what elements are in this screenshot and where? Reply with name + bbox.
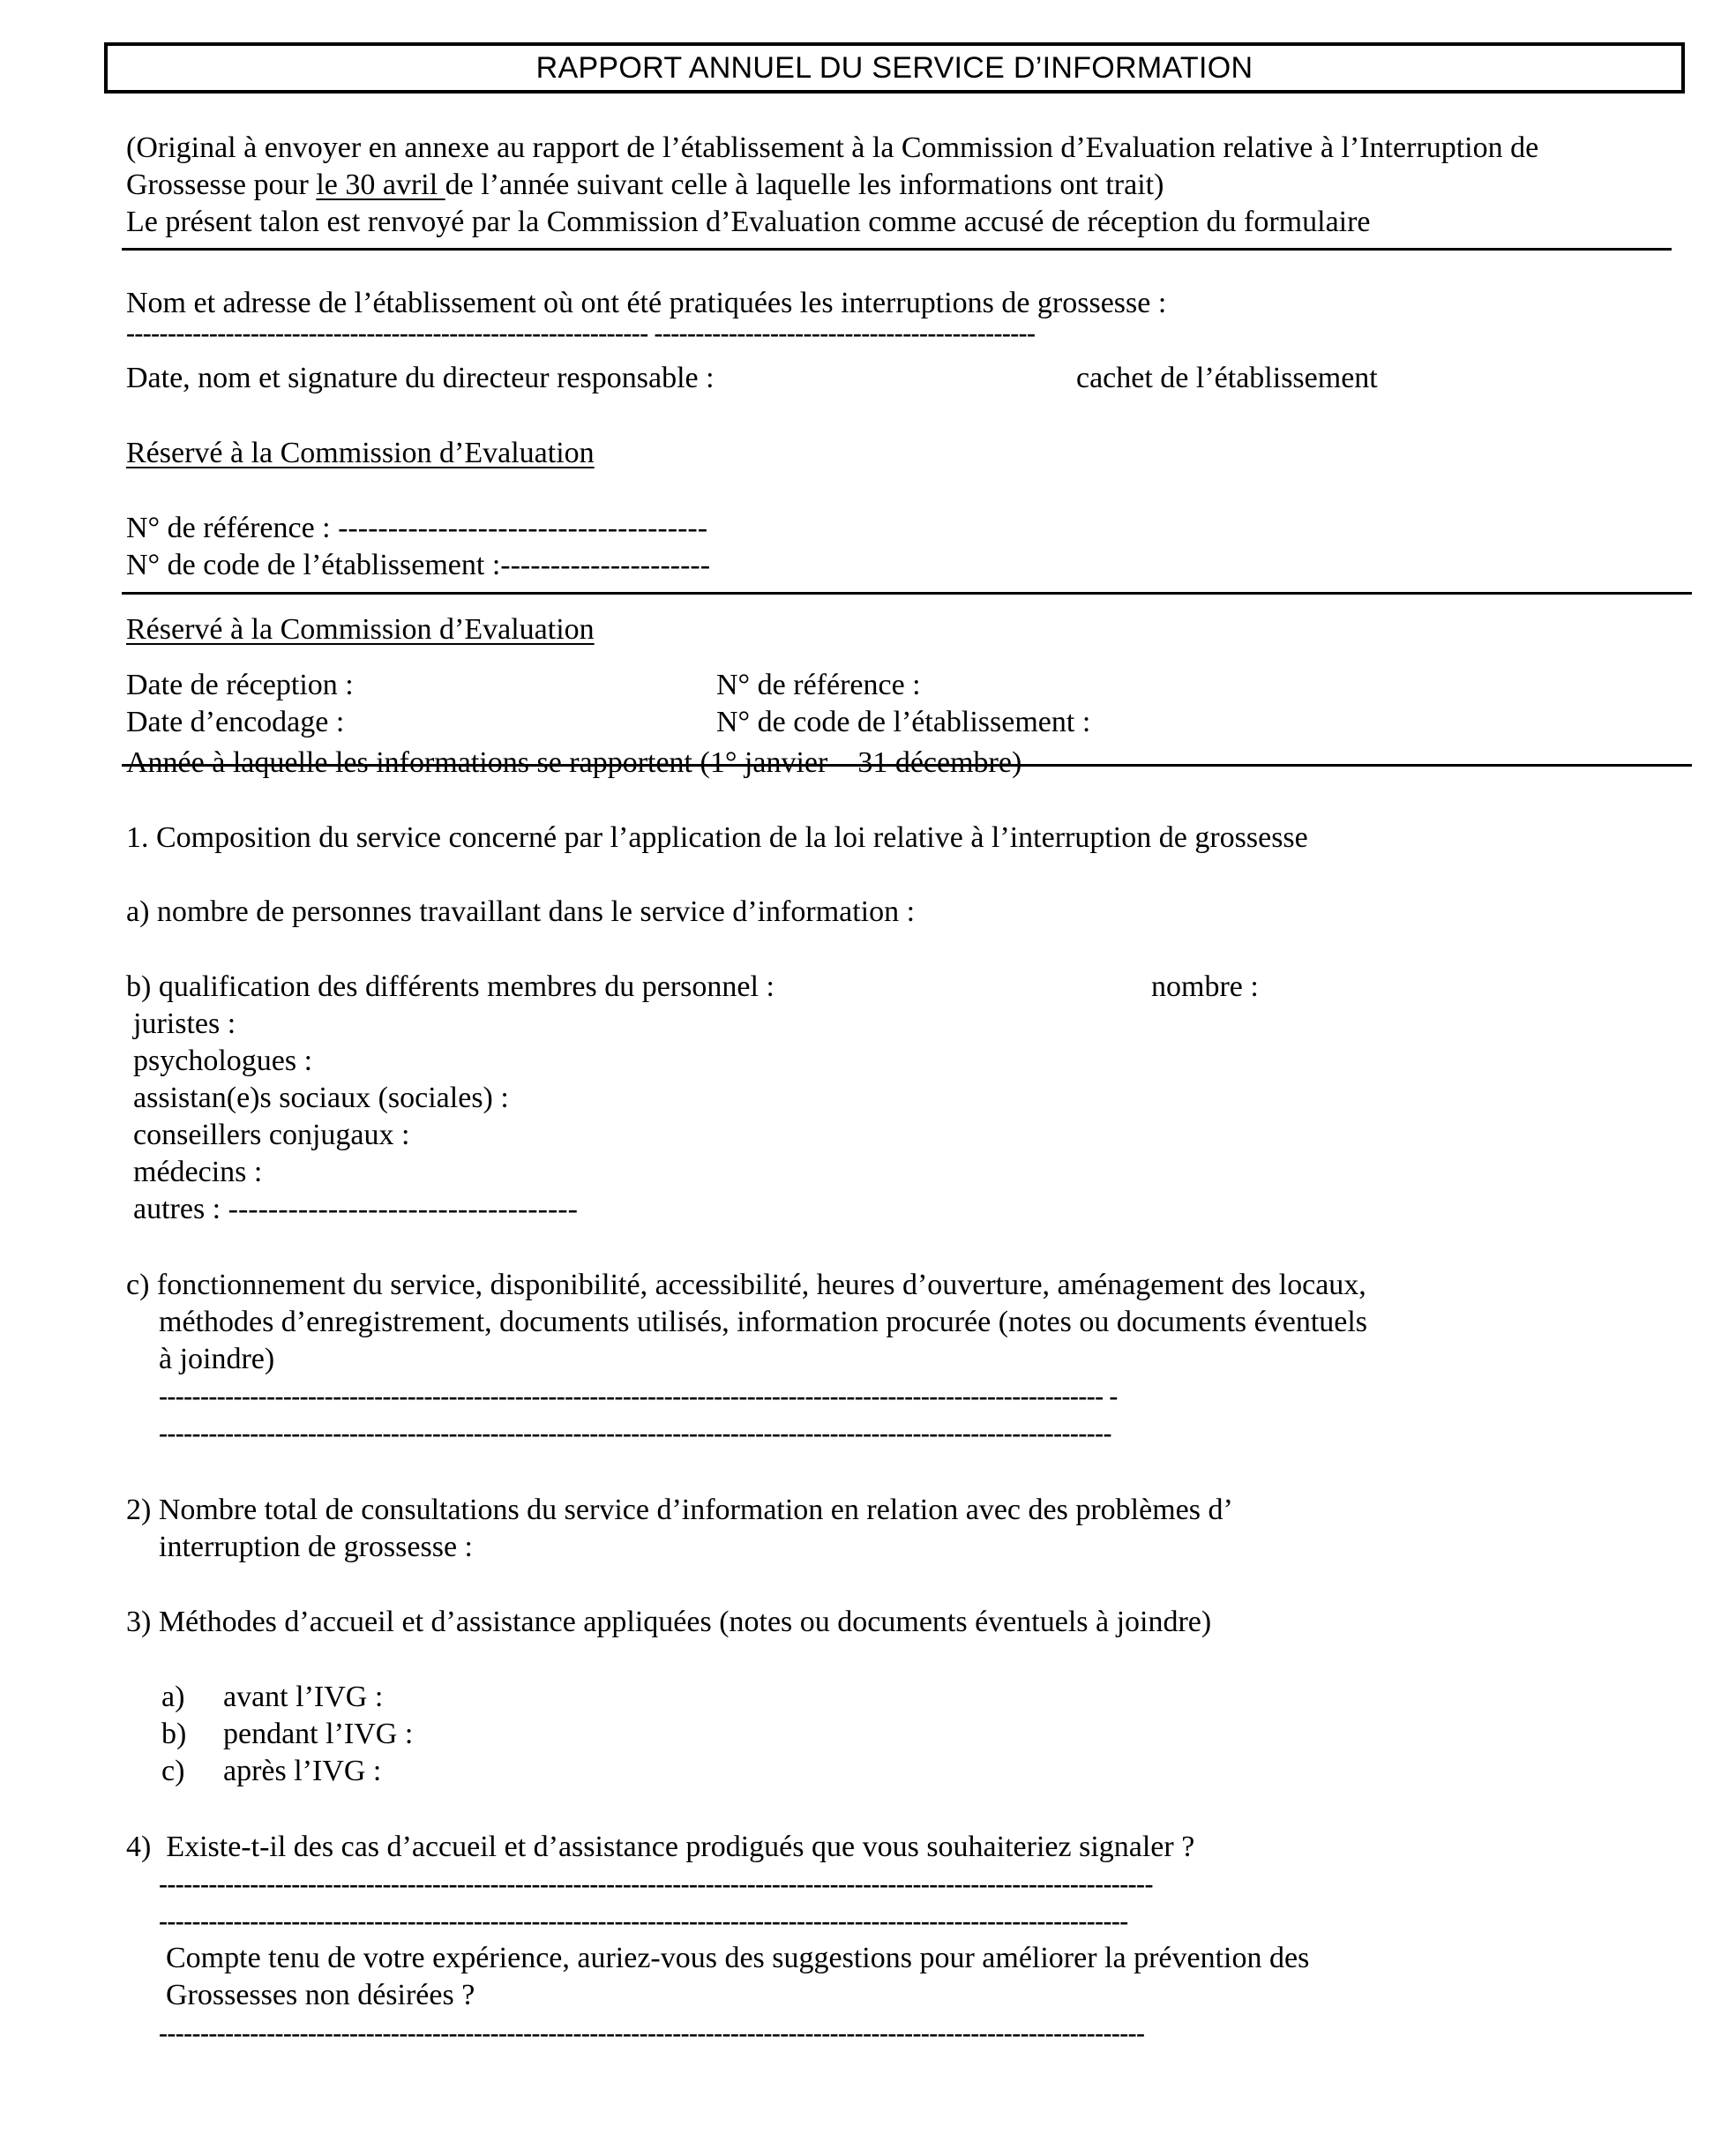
director-signature-label: Date, nom et signature du directeur responsable : bbox=[126, 362, 715, 394]
suggestion-question-line-2: Grossesses non désirées ? bbox=[166, 1979, 475, 2011]
section-4-heading: 4) Existe-t-il des cas d’accueil et d’assistance prodigués que vous souhaiteriez signaler ? bbox=[126, 1831, 1195, 1863]
count-column-label: nombre : bbox=[1151, 970, 1259, 1003]
section-1c-answer-line-2[interactable]: ------------------------------------------------------------------------------------------------------------------- bbox=[159, 1419, 1111, 1448]
staff-item-doctors: médecins : bbox=[133, 1156, 263, 1188]
divider-rule bbox=[122, 248, 1672, 251]
reference-number-label: N° de référence : bbox=[716, 669, 921, 701]
suggestion-answer-line[interactable]: ----------------------------------------------------------------------------------------------------------------------- bbox=[159, 2018, 1145, 2048]
establishment-code-field[interactable]: N° de code de l’établissement :--------------------- bbox=[126, 549, 711, 581]
name-address-label: Nom et adresse de l’établissement où ont été pratiquées les interruptions de grossesse : bbox=[126, 287, 1167, 319]
section-2-line-2: interruption de grossesse : bbox=[159, 1531, 473, 1563]
section-1c-answer-line-1[interactable]: ------------------------------------------------------------------------------------------------------------------ - bbox=[159, 1382, 1118, 1411]
intro-line-2 bbox=[126, 167, 1164, 204]
intro-line-2-suffix: de l’année suivant celle à laquelle les informations ont trait) bbox=[445, 168, 1164, 201]
section-1a-staff-count: a) nombre de personnes travaillant dans le service d’information : bbox=[126, 895, 916, 928]
list-marker-a: a) bbox=[161, 1681, 185, 1713]
divider-rule bbox=[122, 592, 1692, 595]
reference-number-field[interactable]: N° de référence : ------------------------------------- bbox=[126, 512, 708, 544]
method-during-ivg: pendant l’IVG : bbox=[223, 1718, 414, 1750]
stamp-label: cachet de l’établissement bbox=[1076, 362, 1378, 394]
section-4-answer-line-2[interactable]: --------------------------------------------------------------------------------------------------------------------- bbox=[159, 1906, 1128, 1936]
list-marker-c: c) bbox=[161, 1755, 185, 1787]
list-marker-b: b) bbox=[161, 1718, 187, 1750]
staff-item-marriage-counsellors: conseillers conjugaux : bbox=[133, 1119, 410, 1151]
intro-line-1: (Original à envoyer en annexe au rapport de l’établissement à la Commission d’Evaluation relative à l’Interruption de bbox=[126, 131, 1539, 164]
intro-line-2-prefix: Grossesse pour bbox=[126, 168, 317, 201]
reporting-year-label: Année à laquelle les informations se rapportent (1° janvier – 31 décembre) bbox=[126, 746, 1022, 779]
staff-item-lawyers: juristes : bbox=[133, 1007, 236, 1040]
section-3-heading: 3) Méthodes d’accueil et d’assistance appliquées (notes ou documents éventuels à joindre) bbox=[126, 1606, 1212, 1638]
encoding-date-label: Date d’encodage : bbox=[126, 706, 345, 738]
section-4-answer-line-1[interactable]: ------------------------------------------------------------------------------------------------------------------------ bbox=[159, 1869, 1153, 1898]
section-1b-qualification: b) qualification des différents membres du personnel : bbox=[126, 970, 774, 1003]
staff-item-others[interactable]: autres : ----------------------------------- bbox=[133, 1193, 578, 1225]
establishment-code-label: N° de code de l’établissement : bbox=[716, 706, 1091, 738]
staff-item-social-workers: assistan(e)s sociaux (sociales) : bbox=[133, 1082, 509, 1114]
suggestion-question-line-1: Compte tenu de votre expérience, auriez-vous des suggestions pour améliorer la prévention des bbox=[166, 1942, 1310, 1974]
section-1c-line-2: méthodes d’enregistrement, documents utilisés, information procurée (notes ou documents éventuels bbox=[159, 1306, 1368, 1338]
reserved-heading-1: Réservé à la Commission d’Evaluation bbox=[126, 437, 595, 469]
method-after-ivg: après l’IVG : bbox=[223, 1755, 382, 1787]
section-1-heading: 1. Composition du service concerné par l’application de la loi relative à l’interruption de grossesse bbox=[126, 821, 1308, 854]
name-address-field[interactable]: --------------------------------------------------------------- ---------------------------------------------- bbox=[126, 318, 1036, 348]
section-2-line-1: 2) Nombre total de consultations du service d’information en relation avec des problèmes d’ bbox=[126, 1494, 1233, 1526]
reception-date-label: Date de réception : bbox=[126, 669, 354, 701]
method-before-ivg: avant l’IVG : bbox=[223, 1681, 384, 1713]
document-title: RAPPORT ANNUEL DU SERVICE D’INFORMATION bbox=[535, 51, 1253, 85]
section-1c-line-3: à joindre) bbox=[159, 1343, 275, 1375]
deadline-date: le 30 avril bbox=[316, 168, 445, 201]
section-1c-line-1: c) fonctionnement du service, disponibilité, accessibilité, heures d’ouverture, aménagement des locaux, bbox=[126, 1269, 1366, 1301]
staff-item-psychologists: psychologues : bbox=[133, 1045, 313, 1077]
reserved-heading-2: Réservé à la Commission d’Evaluation bbox=[126, 613, 595, 646]
title-box bbox=[104, 42, 1685, 94]
intro-line-3: Le présent talon est renvoyé par la Commission d’Evaluation comme accusé de réception du formulaire bbox=[126, 206, 1371, 238]
